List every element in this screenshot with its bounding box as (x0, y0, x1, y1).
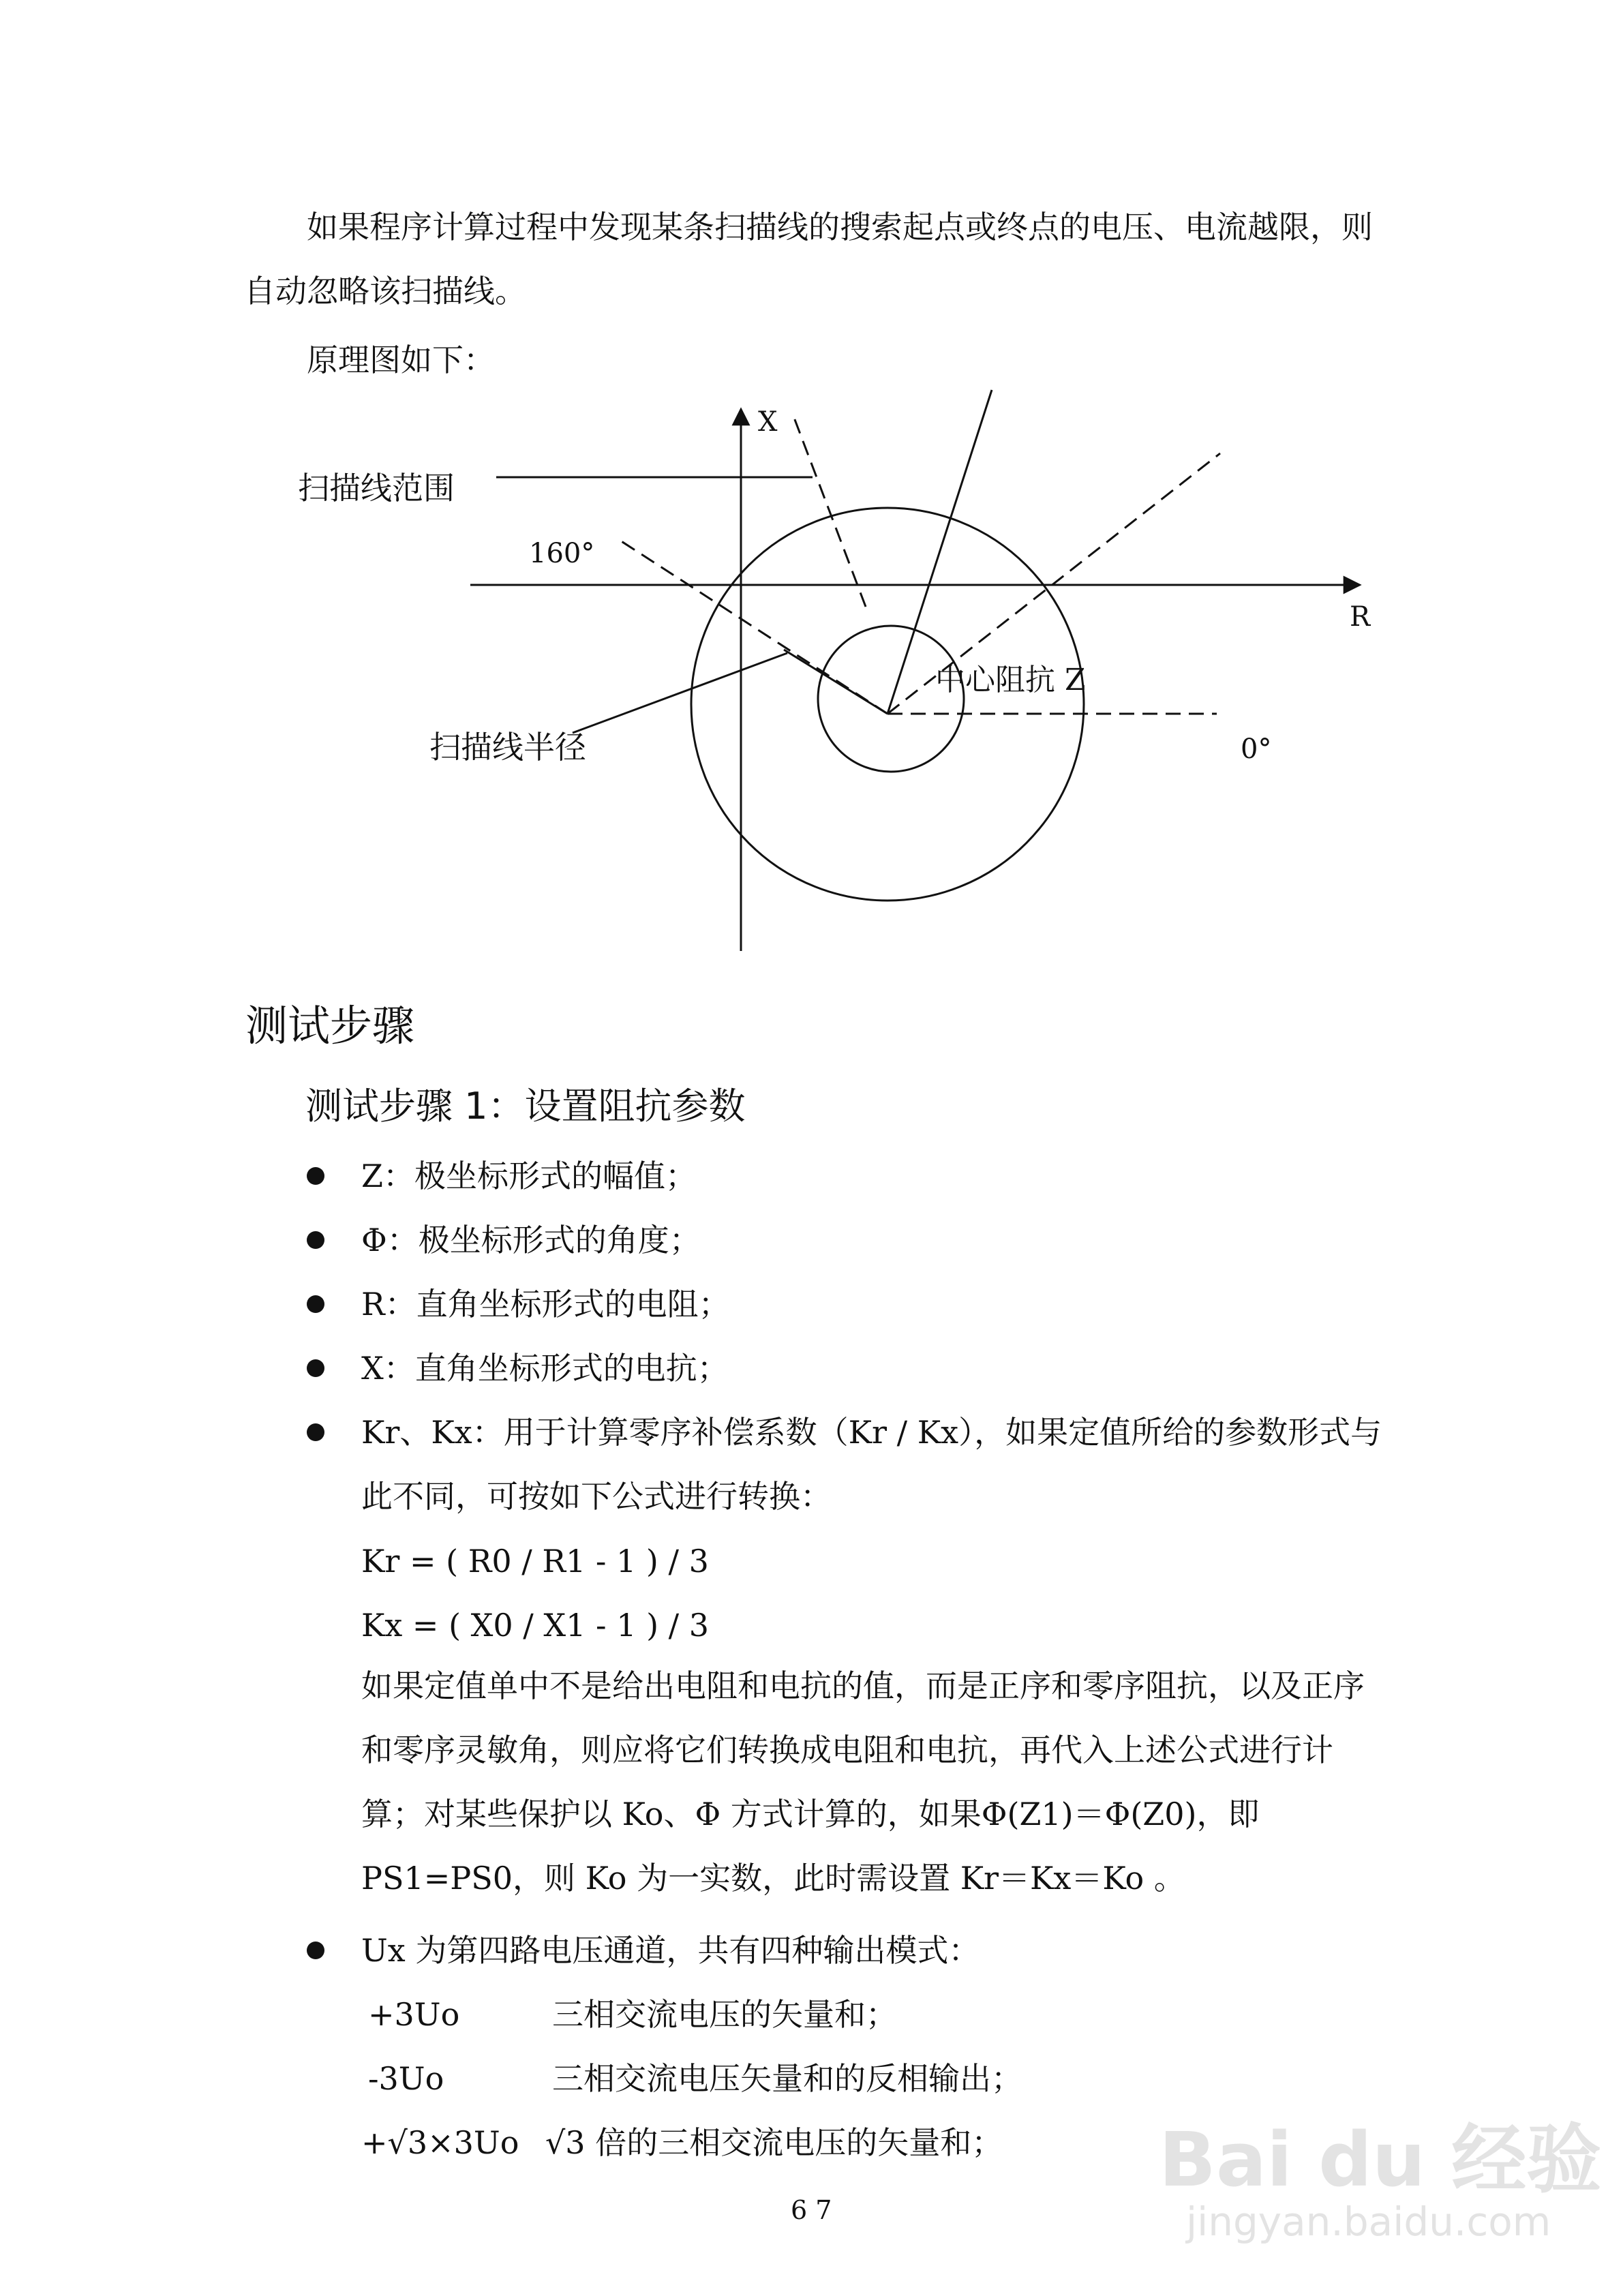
x-axis-label: X (758, 406, 778, 438)
conversion-note: 如果定值单中不是给出电阻和电抗的值，而是正序和零序阻抗，以及正序和零序灵敏角，则应将它们转换成电阻和电抗，再代入上述公式进行计算；对某些保护以 Ko、Φ 方式计算的，如果Φ(Z1)＝Φ(Z0)，即 PS1=PS0，则 Ko 为一实数，此时需设置 Kr＝Kx＝Ko 。 (361, 1667, 1365, 1897)
diagram-caption: 原理图如下： (307, 342, 495, 378)
bullet-r: R：直角坐标形式的电阻； (361, 1286, 730, 1323)
ux-intro: Ux 为第四路电压通道，共有四种输出模式： (361, 1932, 980, 1969)
ux-mode-code: +3Uo (368, 1996, 460, 2033)
angle-0-label: 0° (1241, 734, 1272, 765)
bullet-kr-kx: Kr、Kx：用于计算零序补偿系数（Kr / Kx），如果定值所给的参数形式与此不同，可按如下公式进行转换： (361, 1414, 1382, 1515)
scan-line-solid-2 (784, 650, 888, 714)
ux-mode-desc: √3 倍的三相交流电压的矢量和； (545, 2124, 1003, 2161)
bullet-phi: Φ：极坐标形式的角度； (361, 1222, 701, 1258)
center-impedance-label: 中心阻抗 Z (935, 663, 1086, 697)
outer-circle (691, 508, 1084, 901)
scan-line-dashed-upper-left (792, 412, 866, 607)
formula-kx: Kx = ( X0 / X1 - 1 ) / 3 (361, 1607, 710, 1644)
ux-mode-code: -3Uo (368, 2060, 444, 2097)
bullet-x: X：直角坐标形式的电抗； (361, 1350, 729, 1387)
scan-radius-leader (573, 653, 787, 733)
bullet-dot (307, 1942, 324, 1959)
principle-diagram (0, 368, 1623, 968)
baidu-watermark-url: jingyan.baidu.com (1186, 2199, 1551, 2245)
formula-kr: Kr = ( R0 / R1 - 1 ) / 3 (361, 1543, 709, 1580)
bullet-dot (307, 1423, 324, 1441)
scan-range-label: 扫描线范围 (298, 470, 455, 507)
ux-mode-desc: 三相交流电压矢量和的反相输出； (552, 2060, 1022, 2097)
scan-line-dashed-160 (620, 541, 888, 714)
ux-mode-code: +√3×3Uo (361, 2124, 519, 2161)
baidu-watermark-logo: Bai du 经验 (1159, 2116, 1602, 2203)
bullet-dot (307, 1295, 324, 1313)
scan-radius-label: 扫描线半径 (429, 729, 586, 766)
inner-circle (818, 626, 964, 772)
page-number: 6 7 (791, 2195, 832, 2225)
bullet-dot (307, 1359, 324, 1377)
step1-title: 测试步骤 1：设置阻抗参数 (305, 1085, 746, 1128)
bullet-dot (307, 1167, 324, 1185)
intro-paragraph: 如果程序计算过程中发现某条扫描线的搜索起点或终点的电压、电流越限，则自动忽略该扫描线。 (244, 209, 1373, 309)
section-title: 测试步骤 (245, 1001, 415, 1051)
ux-mode-desc: 三相交流电压的矢量和； (552, 1996, 897, 2033)
r-axis-label: R (1350, 601, 1371, 633)
bullet-z: Z：极坐标形式的幅值； (361, 1158, 697, 1194)
angle-160-label: 160° (529, 538, 595, 569)
bullet-dot (307, 1231, 324, 1249)
